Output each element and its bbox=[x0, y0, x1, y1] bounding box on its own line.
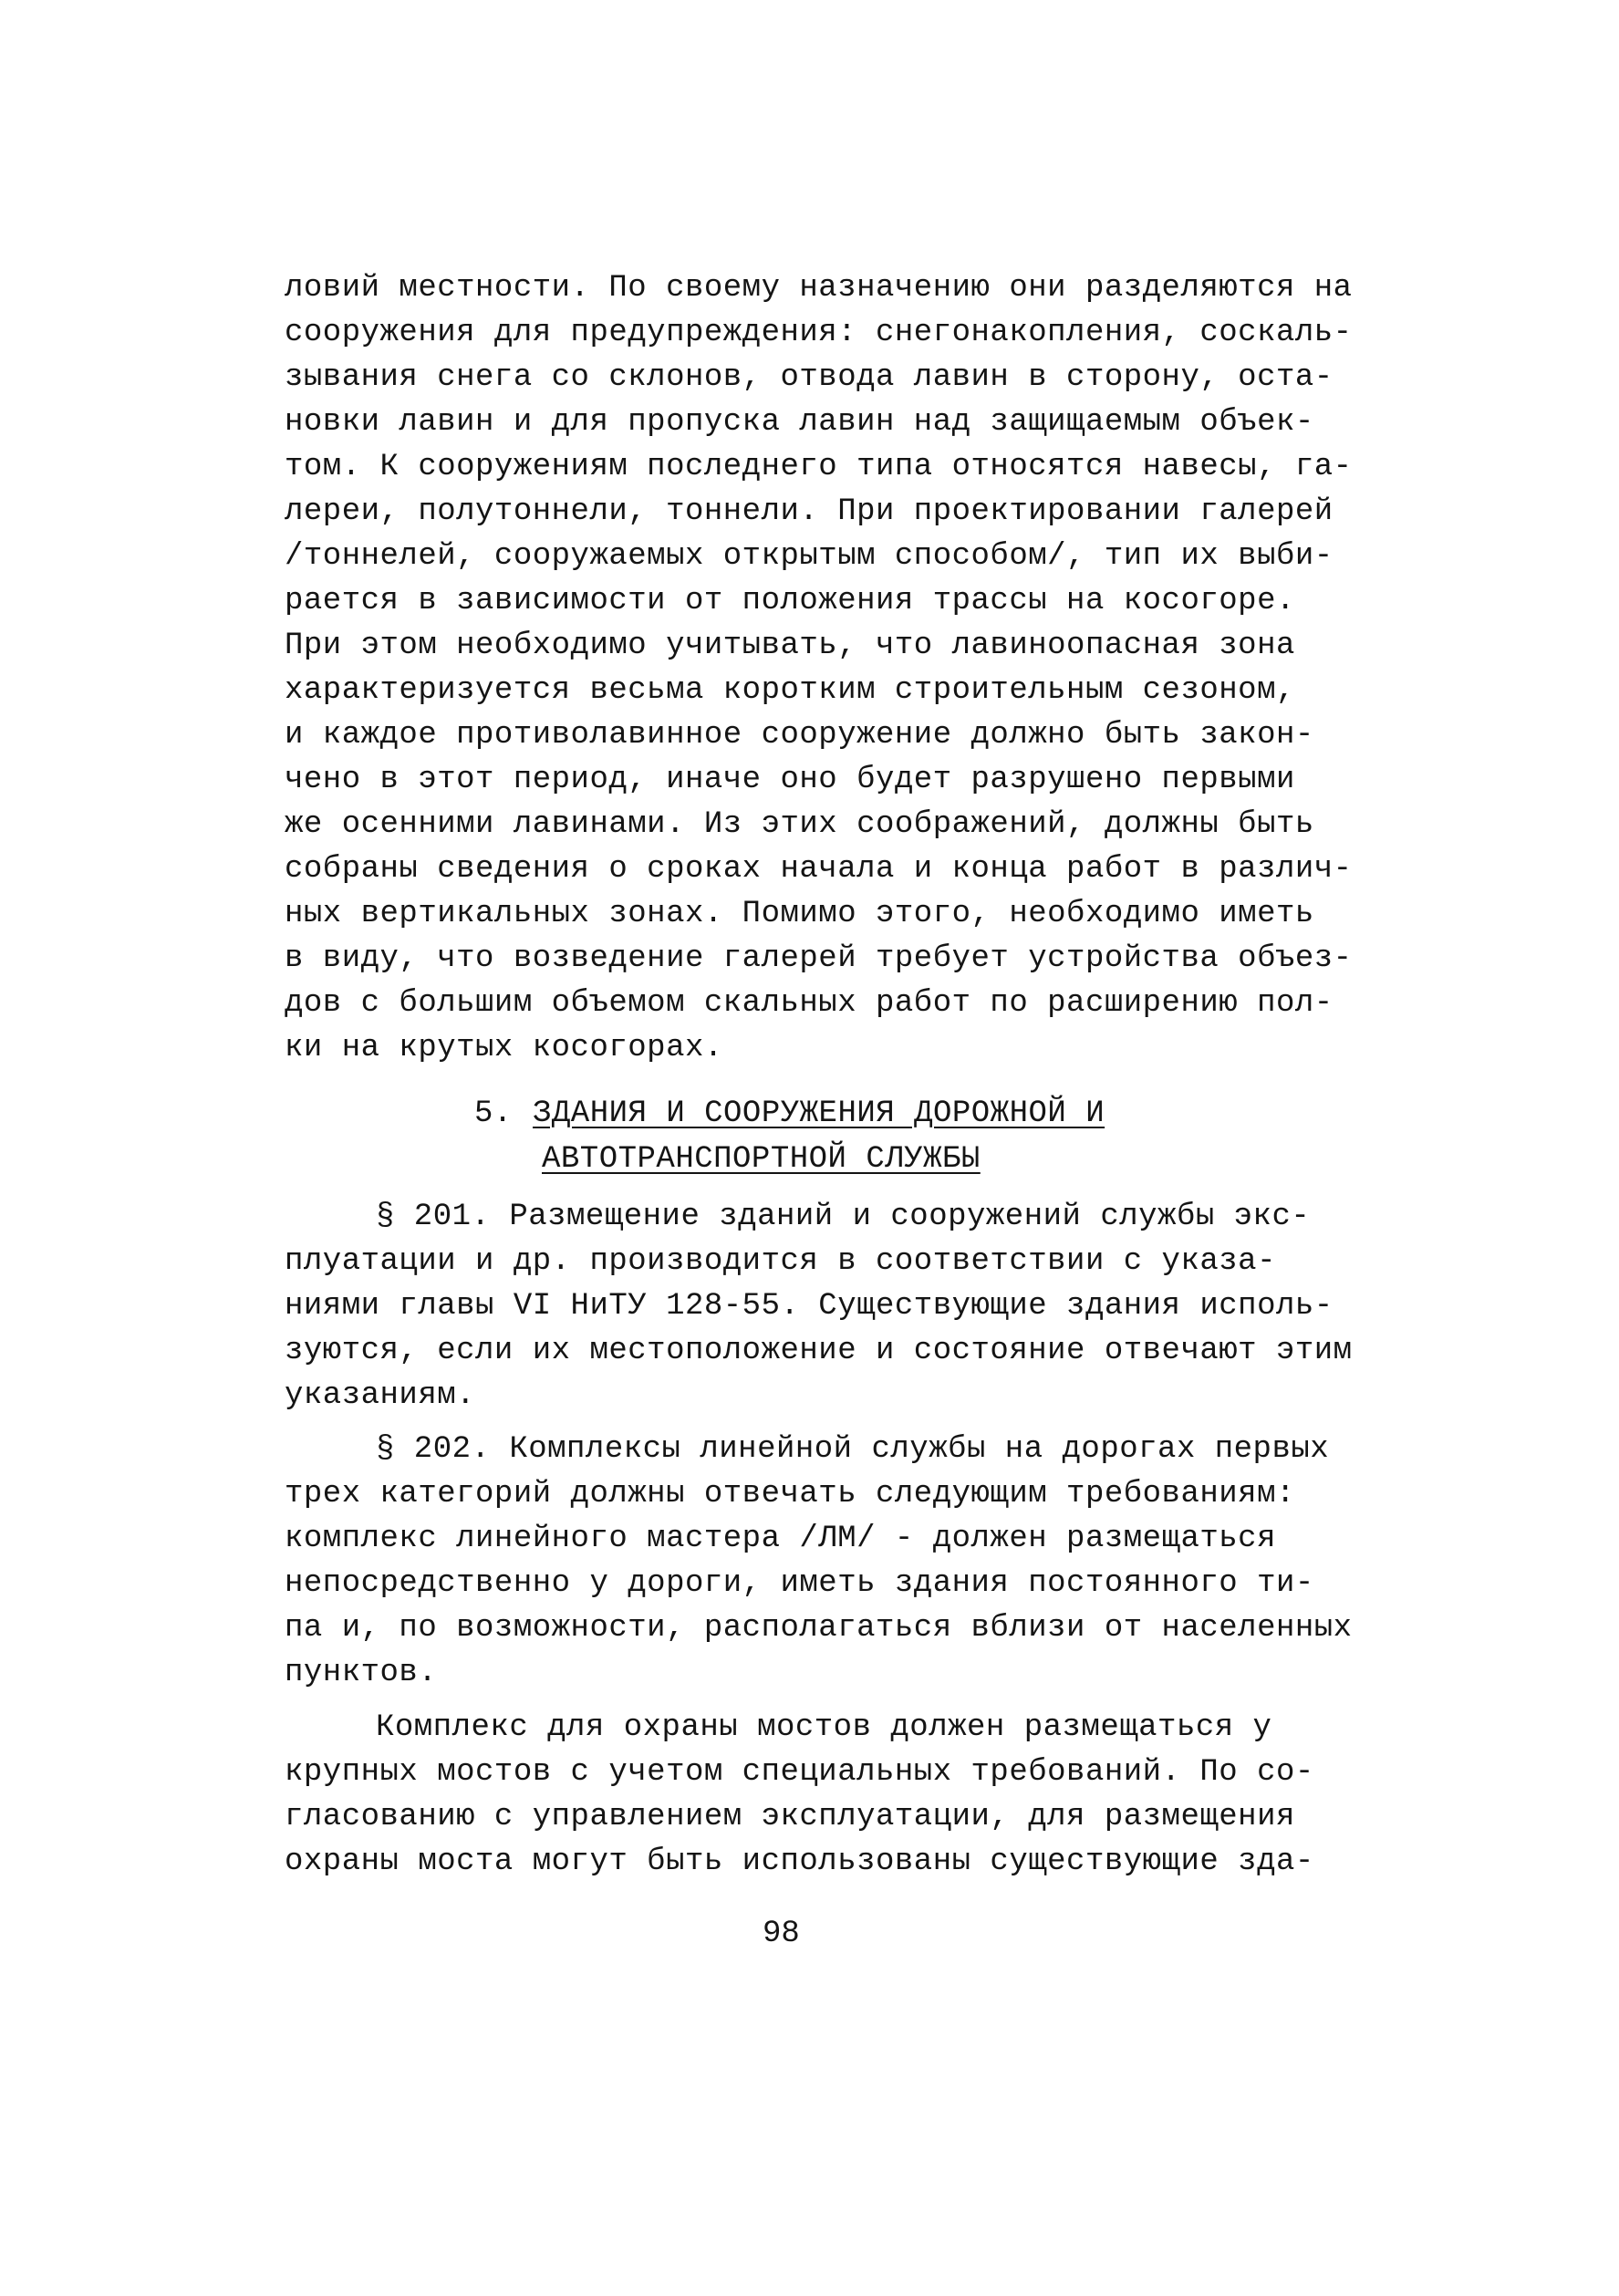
paragraph-202 bbox=[285, 1428, 1353, 1696]
text-line: охраны моста могут быть использованы существующие зда- bbox=[285, 1844, 1314, 1879]
text-line: указаниям. bbox=[285, 1378, 476, 1413]
text-line: чено в этот период, иначе оно будет разрушено первыми bbox=[285, 763, 1295, 797]
text-line: комплекс линейного мастера /ЛМ/ - должен размещаться bbox=[285, 1522, 1276, 1556]
text-line: ки на крутых косогорах. bbox=[285, 1031, 723, 1065]
text-line: При этом необходимо учитывать, что лавиноопасная зона bbox=[285, 629, 1295, 663]
section-heading bbox=[474, 1091, 1131, 1182]
text-line: в виду, что возведение галерей требует устройства объез- bbox=[285, 941, 1353, 976]
text-line: ловий местности. По своему назначению они разделяются на bbox=[285, 271, 1353, 306]
paragraph-bridge-protection bbox=[285, 1706, 1343, 1885]
text-line: и каждое противолавинное сооружение должно быть закон- bbox=[285, 718, 1314, 753]
text-line: па и, по возможности, располагаться вблизи от населенных bbox=[285, 1611, 1353, 1646]
text-line: зывания снега со склонов, отвода лавин в сторону, оста- bbox=[285, 360, 1334, 395]
paragraph-201 bbox=[285, 1195, 1353, 1418]
text-line: § 201. Размещение зданий и сооружений службы экс- bbox=[376, 1200, 1311, 1234]
text-line: /тоннелей, сооружаемых открытым способом/, тип их выби- bbox=[285, 539, 1334, 574]
text-line: же осенними лавинами. Из этих соображений, должны быть bbox=[285, 807, 1314, 842]
text-line: сооружения для предупреждения: снегонакопления, соскаль- bbox=[285, 316, 1353, 350]
text-line: § 202. Комплексы линейной службы на дорогах первых bbox=[376, 1432, 1330, 1467]
text-line: характеризуется весьма коротким строительным сезоном, bbox=[285, 673, 1295, 708]
text-line: ниями главы VI НиТУ 128-55. Существующие здания исполь- bbox=[285, 1289, 1334, 1324]
text-line: гласованию с управлением эксплуатации, для размещения bbox=[285, 1800, 1295, 1834]
section-heading-line-1 bbox=[474, 1091, 1131, 1137]
section-title-part-2: АВТОТРАНСПОРТНОЙ СЛУЖБЫ bbox=[542, 1142, 981, 1177]
text-line: плуатации и др. производится в соответствии с указа- bbox=[285, 1244, 1276, 1279]
text-line: рается в зависимости от положения трассы на косогоре. bbox=[285, 584, 1295, 618]
text-line: том. К сооружениям последнего типа относятся навесы, га- bbox=[285, 450, 1353, 484]
text-line: крупных мостов с учетом специальных требований. По со- bbox=[285, 1755, 1314, 1790]
text-line: непосредственно у дороги, иметь здания постоянного ти- bbox=[285, 1566, 1314, 1601]
text-line: собраны сведения о сроках начала и конца работ в различ- bbox=[285, 852, 1353, 887]
text-line: новки лавин и для пропуска лавин над защищаемым объек- bbox=[285, 405, 1314, 440]
paragraph-avalanche-structures bbox=[285, 266, 1353, 1071]
text-line: зуются, если их местоположение и состояние отвечают этим bbox=[285, 1334, 1353, 1368]
section-heading-line-2 bbox=[474, 1137, 1131, 1182]
page-number: 98 bbox=[763, 1917, 800, 1951]
section-title-part-1: ЗДАНИЯ И СООРУЖЕНИЯ ДОРОЖНОЙ И bbox=[533, 1096, 1105, 1131]
text-line: трех категорий должны отвечать следующим требованиям: bbox=[285, 1477, 1295, 1512]
section-number: 5. bbox=[474, 1096, 513, 1131]
text-line: дов с большим объемом скальных работ по расширению пол- bbox=[285, 986, 1334, 1021]
text-line: лереи, полутоннели, тоннели. При проектировании галерей bbox=[285, 494, 1334, 529]
text-line: ных вертикальных зонах. Помимо этого, необходимо иметь bbox=[285, 897, 1314, 931]
text-line: Комплекс для охраны мостов должен размещаться у bbox=[376, 1710, 1272, 1745]
text-line: пунктов. bbox=[285, 1656, 438, 1690]
